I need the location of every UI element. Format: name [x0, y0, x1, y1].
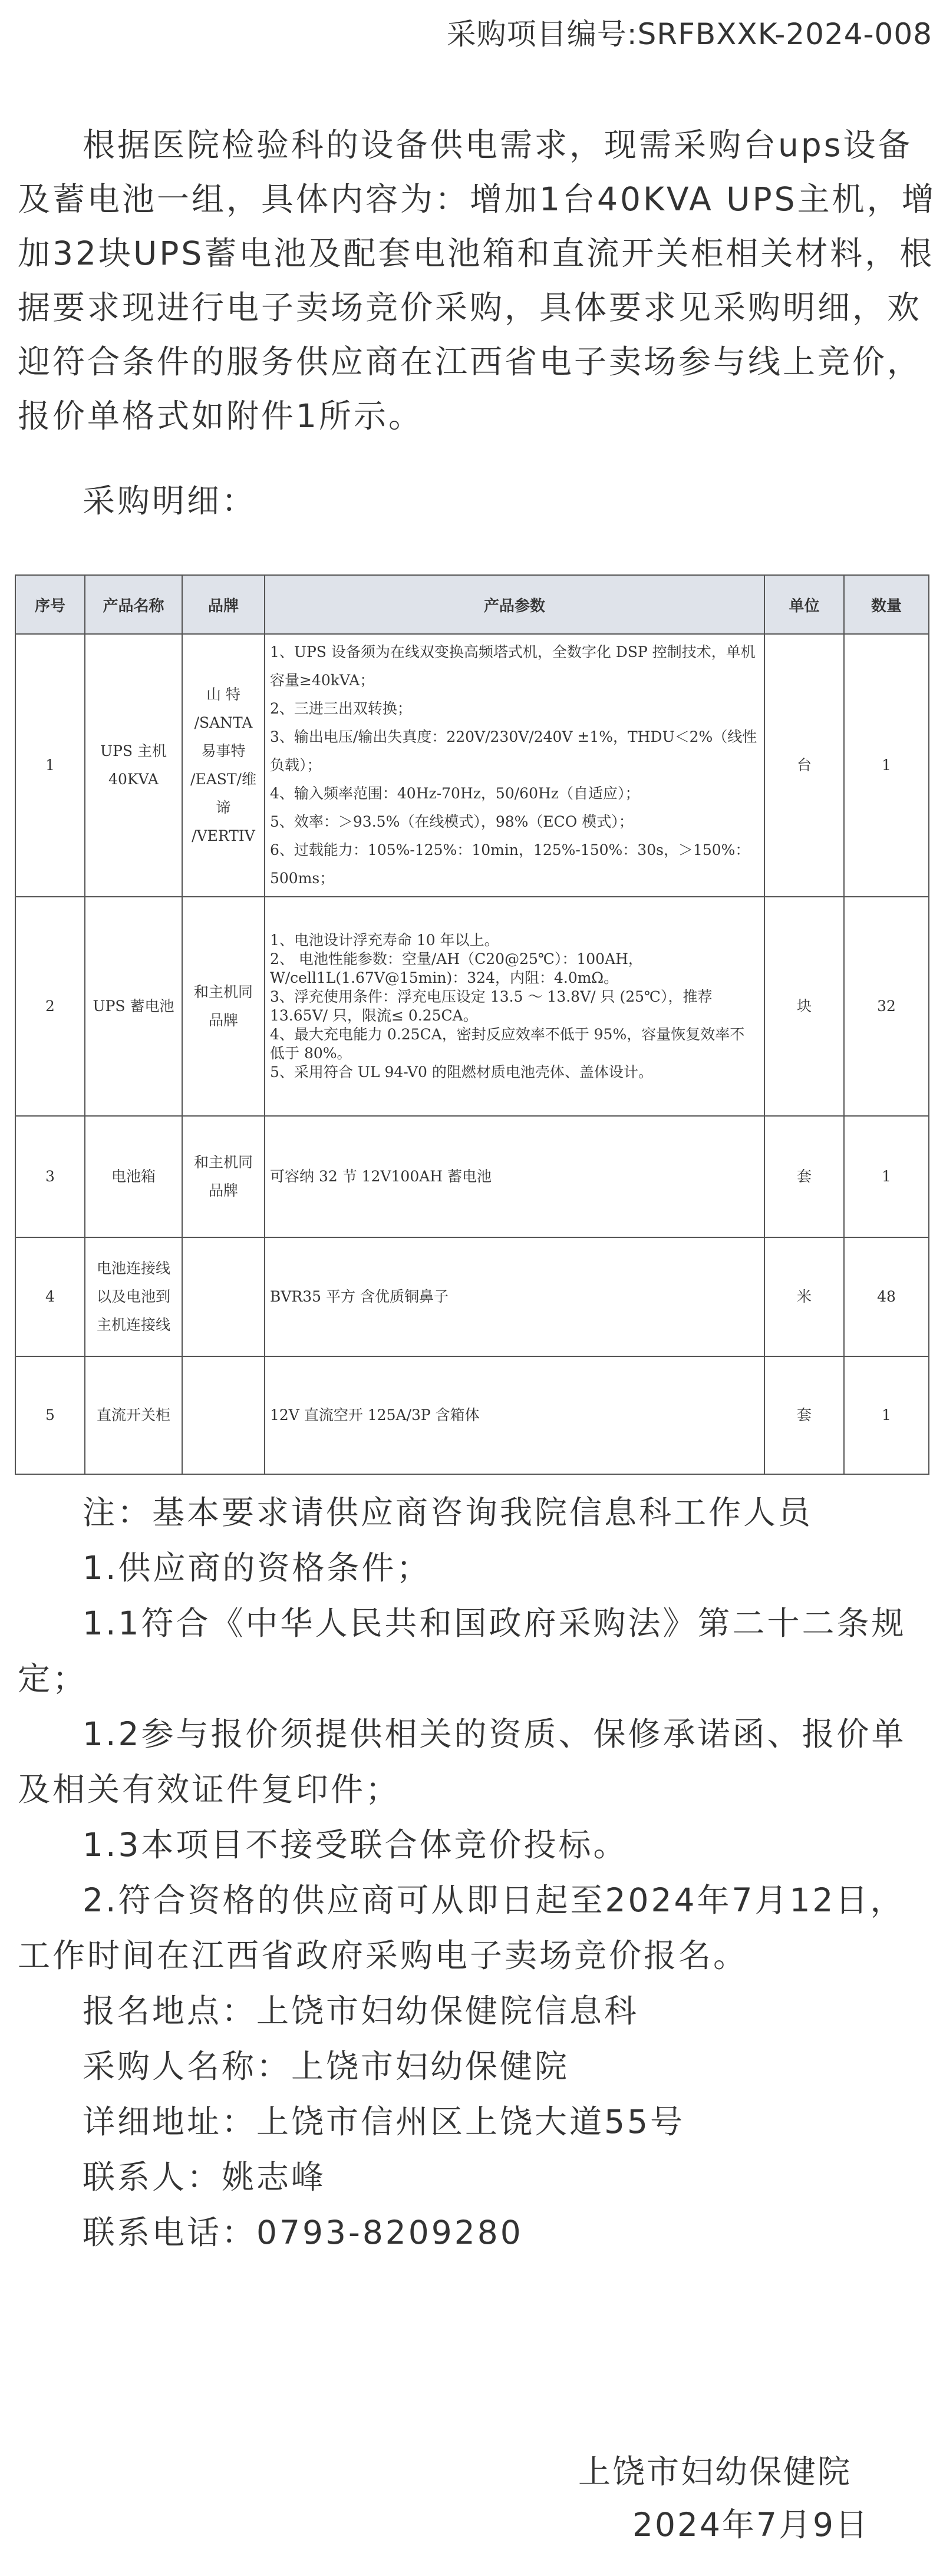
param-line: 4、输入频率范围：40Hz-70Hz，50/60Hz（自适应）； [270, 785, 640, 802]
table-row [15, 1116, 929, 1237]
table-row [15, 897, 929, 1116]
param-line: 4、最大充电能力 0.25CA，密封反应效率不低于 95%，容量恢复效率不低于 80%。 [270, 1026, 745, 1062]
header-unit: 单位 [764, 575, 844, 634]
param-line: 3、浮充使用条件：浮充电压设定 13.5 ～ 13.8V/ 只 (25℃），推荐 13.65V/ 只，限流≤ 0.25CA。 [270, 988, 713, 1024]
row-params [265, 634, 764, 897]
note-line: 注：基本要求请供应商咨询我院信息科工作人员 [83, 1494, 813, 1531]
header-params: 产品参数 [265, 575, 764, 634]
note-line: 2.符合资格的供应商可从即日起至2024年7月12日，工作时间在江西省政府采购电子卖场竞价报名。 [18, 1881, 905, 1974]
row-unit: 块 [764, 897, 844, 1116]
row-name: UPS 主机 40KVA [85, 634, 182, 897]
row-unit: 米 [764, 1237, 844, 1356]
param-line: 6、过载能力：105%-125%：10min，125%-150%：30s，＞150%：500ms； [270, 841, 750, 887]
param-line: 1、电池设计浮充寿命 10 年以上。 [270, 932, 499, 949]
procurement-detail-table [15, 574, 929, 1475]
row-no: 1 [15, 634, 85, 897]
detail-label: 采购明细： [83, 482, 257, 520]
row-unit: 台 [764, 634, 844, 897]
param-line: BVR35 平方 含优质铜鼻子 [270, 1288, 449, 1305]
contact-person: 联系人：姚志峰 [83, 2158, 327, 2196]
project-number: 采购项目编号:SRFBXXK-2024-008 [446, 17, 932, 51]
note-line: 1.供应商的资格条件； [83, 1549, 431, 1587]
signature-org: 上饶市妇幼保健院 [578, 2453, 852, 2491]
row-name: 电池箱 [85, 1116, 182, 1237]
param-line: 3、输出电压/输出失真度：220V/230V/240V ±1%，THDU＜2%（线性负载）； [270, 728, 757, 774]
intro-paragraph: 根据医院检验科的设备供电需求，现需采购台ups设备及蓄电池一组，具体内容为：增加1台40KVA UPS主机，增加32块UPS蓄电池及配套电池箱和直流开关柜相关材料，根据要求现进行电子卖场竞价采购，具体要求见采购明细，欢迎符合条件的服务供应商在江西省电子卖场参与线上竞价，报价单格式如附件1所示。 [18, 126, 937, 435]
row-unit: 套 [764, 1116, 844, 1237]
param-line: 2、 电池性能参数：空量/AH（C20@25℃）：100AH，W/cell1L(1.67V@15min)：324，内阻：4.0mΩ。 [270, 950, 643, 986]
param-line: 2、三进三出双转换； [270, 700, 412, 717]
row-name: UPS 蓄电池 [85, 897, 182, 1116]
header-name: 产品名称 [85, 575, 182, 634]
row-params [265, 1237, 764, 1356]
row-qty: 32 [844, 897, 929, 1116]
row-brand: 和主机同品牌 [182, 1116, 265, 1237]
row-params [265, 1356, 764, 1474]
row-params [265, 897, 764, 1116]
address: 详细地址：上饶市信州区上饶大道55号 [83, 2103, 685, 2141]
header-no: 序号 [15, 575, 85, 634]
row-qty: 1 [844, 1116, 929, 1237]
signature-date: 2024年7月9日 [632, 2506, 869, 2544]
row-no: 2 [15, 897, 85, 1116]
row-qty: 1 [844, 1356, 929, 1474]
registration-location: 报名地点：上饶市妇幼保健院信息科 [83, 1992, 639, 2030]
purchaser-name: 采购人名称：上饶市妇幼保健院 [83, 2047, 570, 2085]
note-line: 1.3本项目不接受联合体竞价投标。 [83, 1826, 628, 1864]
row-no: 3 [15, 1116, 85, 1237]
table-header-row [15, 575, 929, 634]
row-name: 直流开关柜 [85, 1356, 182, 1474]
param-line: 可容纳 32 节 12V100AH 蓄电池 [270, 1168, 492, 1185]
row-brand [182, 1356, 265, 1474]
row-brand: 和主机同品牌 [182, 897, 265, 1116]
row-qty: 1 [844, 634, 929, 897]
row-unit: 套 [764, 1356, 844, 1474]
header-brand: 品牌 [182, 575, 265, 634]
param-line: 5、效率：＞93.5%（在线模式），98%（ECO 模式）； [270, 813, 634, 830]
table-row [15, 634, 929, 897]
param-line: 1、UPS 设备须为在线双变换高频塔式机，全数字化 DSP 控制技术，单机容量≥40kVA； [270, 643, 756, 689]
note-line: 1.2参与报价须提供相关的资质、保修承诺函、报价单及相关有效证件复印件； [18, 1715, 906, 1808]
header-qty: 数量 [844, 575, 929, 634]
param-line: 5、采用符合 UL 94-V0 的阻燃材质电池壳体、盖体设计。 [270, 1064, 653, 1081]
row-brand [182, 1237, 265, 1356]
table-row [15, 1356, 929, 1474]
row-brand: 山 特 /SANTA 易事特 /EAST/维谛 /VERTIV [182, 634, 265, 897]
row-params [265, 1116, 764, 1237]
contact-phone: 联系电话：0793-8209280 [83, 2214, 523, 2251]
row-no: 4 [15, 1237, 85, 1356]
notes-section [18, 1485, 937, 2260]
row-name: 电池连接线以及电池到主机连接线 [85, 1237, 182, 1356]
row-no: 5 [15, 1356, 85, 1474]
row-qty: 48 [844, 1237, 929, 1356]
note-line: 1.1符合《中华人民共和国政府采购法》第二十二条规定； [18, 1604, 906, 1697]
signature-block [578, 2445, 869, 2551]
table-row [15, 1237, 929, 1356]
param-line: 12V 直流空开 125A/3P 含箱体 [270, 1406, 480, 1424]
